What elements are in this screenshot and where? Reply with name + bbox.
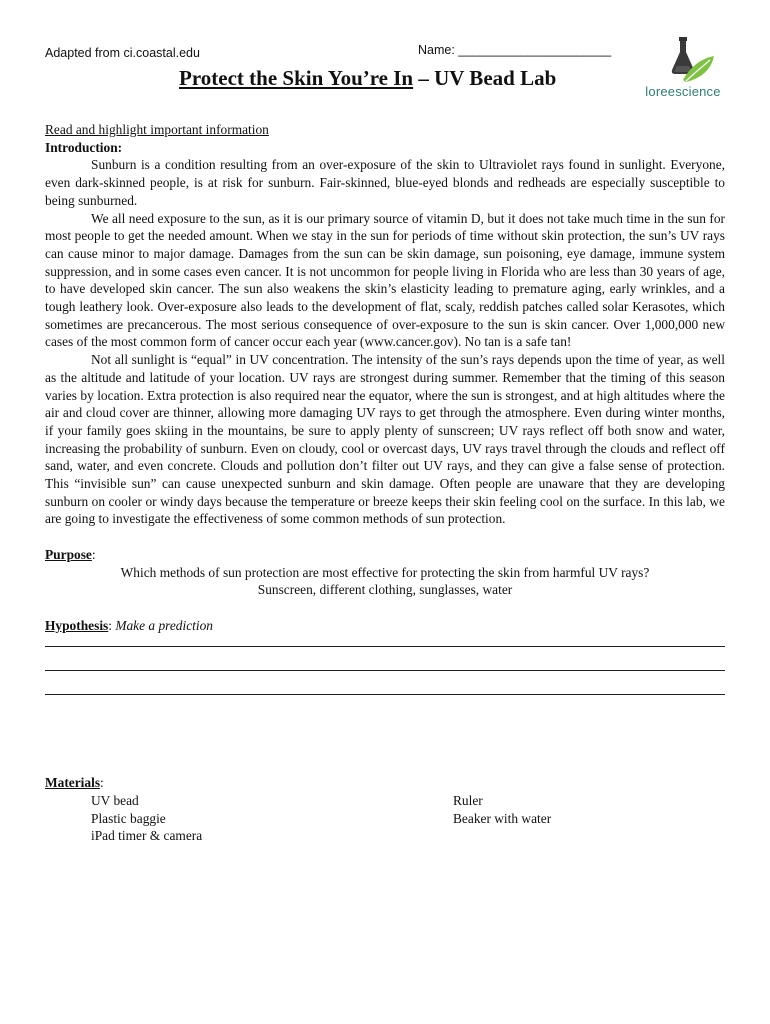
loreescience-logo: [628, 36, 738, 102]
intro-paragraph-1: Sunburn is a condition resulting from an over-exposure of the skin to Ultraviolet rays found in sunlight. Everyone, even dark-skinned people, is at risk for sunburn. Fair-skinned, blue-eyed blonds and redheads are especially susceptible to being sunburned.: [45, 157, 725, 208]
hypothesis-answer-line-3[interactable]: [45, 682, 725, 695]
material-item: UV bead: [91, 793, 139, 809]
intro-paragraph-2: We all need exposure to the sun, as it is our primary source of vitamin D, but it does not take much time in the sun for most people to get the needed amount. When we stay in the sun for periods of time without skin protection, the sun’s UV rays can cause minor to major damage. Damages from the sun can be skin damage, sun poisoning, eye damage, immune system suppression, and in some cases even cancer. It is not uncommon for people living in Florida who are less than 30 years of age, to have developed skin cancer. The sun also weakens the skin’s elasticity leading to premature aging, early wrinkles, and a tough leathery look. Over-exposure also leads to the development of flat, scaly, reddish patches called solar Kerasotes, which sometimes are precancerous. The most serious consequence of over-exposure to the sun is skin cancer. Over 1,000,000 new cases of the most common form of cancer occur each year (www.cancer.gov). No tan is a safe tan!: [45, 210, 725, 350]
title-rest: – UV Bead Lab: [413, 66, 557, 90]
purpose-options: Sunscreen, different clothing, sunglasses, water: [257, 582, 513, 598]
title-underlined: Protect the Skin You’re In: [179, 66, 414, 90]
materials-heading: [45, 774, 725, 792]
purpose-question: Which methods of sun protection are most effective for protecting the skin from harmful UV rays?: [120, 564, 650, 580]
spacer: [45, 706, 725, 774]
material-item: Ruler: [453, 793, 483, 809]
material-item: iPad timer & camera: [91, 828, 203, 844]
flask-leaf-icon: [628, 36, 738, 86]
spacer: [45, 599, 725, 617]
hypothesis-answer-line-2[interactable]: [45, 658, 725, 671]
hypothesis-label: Hypothesis: [45, 617, 109, 633]
materials-colon: :: [100, 775, 104, 791]
material-item: Beaker with water: [453, 810, 552, 826]
intro-paragraph-3: Not all sunlight is “equal” in UV concentration. The intensity of the sun’s rays depends upon the time of year, as well as the altitude and latitude of your location. UV rays are strongest during summer. Remember that the timing of this season varies by location. Extra protection is also required near the equator, where the sun is strongest, and at high altitudes where the air and cloud cover are thinner, allowing more damaging UV rays to get through the atmosphere. Even during winter months, if your family goes skiing in the mountains, be sure to apply plenty of sunscreen; UV rays reflect off both snow and water, increasing the probability of sunburn. Even on cloudy, cool or overcast days, UV rays travel through the clouds and reflect off sand, water, and even concrete. Clouds and pollution don’t filter out UV rays, and they can give a false sense of protection. This “invisible sun” can cause unexpected sunburn and skin damage. Often people are unaware that they are developing sunburn on cooler or windy days because the temperature or breeze keeps their skin feeling cool on the surface. In this lab, we are going to investigate the effectiveness of some common methods of sun protection.: [45, 352, 725, 527]
name-field[interactable]: Name: ______________________: [418, 43, 612, 57]
document-body: [45, 121, 725, 852]
hypothesis-answer-line-1[interactable]: [45, 634, 725, 647]
purpose-heading: [45, 546, 725, 564]
hypothesis-colon: :: [108, 617, 116, 633]
hypothesis-prompt: Make a prediction: [115, 617, 213, 633]
spacer: [45, 528, 725, 546]
source-credit: Adapted from ci.coastal.edu: [45, 46, 200, 60]
page-title: [179, 66, 556, 91]
purpose-colon: :: [91, 546, 96, 562]
purpose-label: Purpose: [45, 546, 92, 562]
material-item: Plastic baggie: [91, 810, 166, 826]
logo-wordmark: loreescience: [645, 84, 721, 99]
introduction-heading: Introduction:: [45, 139, 123, 155]
instruction-text: Read and highlight important information: [45, 122, 269, 137]
hypothesis-heading: [45, 617, 725, 635]
materials-label: Materials: [45, 775, 101, 791]
materials-list: [45, 792, 725, 852]
